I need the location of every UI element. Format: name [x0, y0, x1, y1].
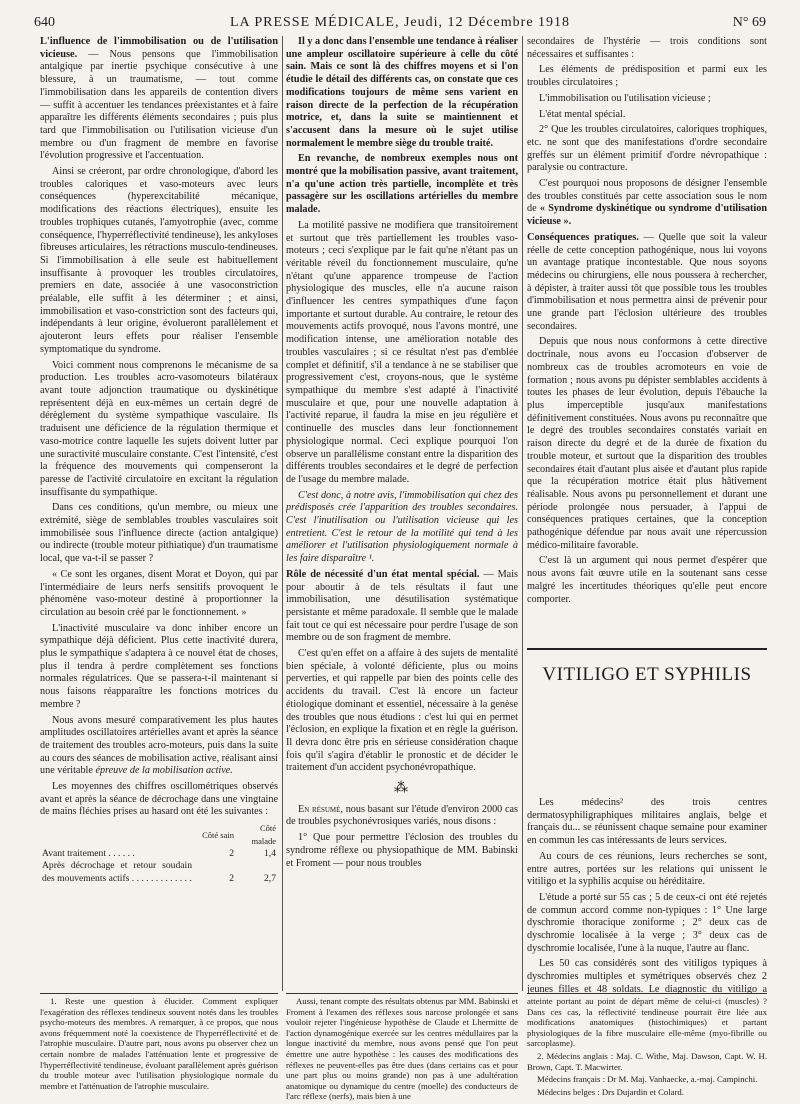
table-row: Après décrochage et retour soudain des mouvements actifs . . . . . . . . . . . . . 2 2,7 — [42, 860, 276, 884]
paragraph: secondaires de l'hystérie — trois conditions sont nécessaires et suffisantes : — [527, 36, 767, 60]
column-2 — [286, 36, 518, 991]
running-header — [34, 15, 766, 33]
paragraph: L'immobilisation ou l'utilisation vicieuse ; — [539, 92, 711, 104]
column-3 — [527, 36, 767, 676]
column-1 — [40, 36, 278, 991]
page-number: 640 — [34, 15, 55, 30]
paragraph: Les éléments de prédisposition et parmi eux les troubles circulatoires ; — [527, 64, 767, 89]
journal-title: LA PRESSE MÉDICALE, Jeudi, 12 Décembre 1918 — [229, 15, 571, 30]
paragraph: L'état mental spécial. — [539, 108, 626, 120]
paragraph: Les moyennes des chiffres oscillométriques observés avant et après la séance de décrochage dans une vingtaine de mains fléchies prises au hasard ont été les suivantes : — [40, 781, 278, 818]
section-title-immobilisation: L'influence de l'immobilisation ou de l'utilisation vicieuse. — [40, 36, 278, 60]
quote-paragraph: « Ce sont les organes, disent Morat et Doyon, qui par l'intermédiaire de leurs nerfs sensitifs provoquent le phénomène vaso-moteur destiné à proportionner la circulation au besoin créé par le fonctionnement. » — [40, 568, 278, 618]
oscillometric-table — [40, 822, 278, 886]
paragraph: Ainsi se créeront, par ordre chronologique, d'abord les troubles caloriques et vaso-moteurs avec leurs conséquences (hyperexcitabilité mécanique, modifications des réactions électriques), ensuite les troubles trophiques cutanés, l'amyotrophie (avec, comme conséquence, l'hyperréflectivité tendineuse), les ankyloses fibreuses articulaires, les rétractions musculo-tendineuses. Si l'immobilisation à elle seule est habituellement insuffisante à provoquer les troubles circulatoires, premiers en date, associée à une vasoconstriction préalable, elle suffit à les déterminer ; et ainsi, immobilisation et vaso-constriction sont des facteurs qui, indépendants à leur origine, évolueront parallèlement et ajouteront leurs effets pour réaliser l'ensemble symptomatique du syndrome. — [40, 166, 278, 355]
paragraph: Voici comment nous comprenons le mécanisme de sa production. Les troubles acro-vasomoteurs bilatéraux avant toute adjonction traumatique ou dyskinétique représentent déjà en eux-mêmes un certain degré de dérèglement du système sympathique vasculaire. Ils traduisent une déficience de la régulation thermique et vaso-motrice contre laquelle les sujets doivent lutter par une suractivité musculaire constante. C'est l'intensité, c'est la fréquence des mouvements qui compenseront la paresse de l'activité circulatoire en excitant la régulation insuffisante du sympathique. — [40, 359, 278, 498]
paragraph: Depuis que nous nous conformons à cette directive doctrinale, nous avons eu l'occasion d'observer de nombreux cas de troubles acromoteurs en voie de formation ; nous avons pu dépister semblables accidents à toutes les phases de leur évolution, depuis l'ébauche la plus imperceptible jusqu'aux manifestations définitivement constituées. Nous avons pu reconnaître que le degré des troubles secondaires constatés variait en raison directe du degré et de la durée de fixation du trouble moteur, et surtout que la disparition des troubles secondaires était d'autant plus aisée et d'autant plus rapide que la récupération motrice était plus hâtivement réalisable. Nous avons pu personnellement et durant une période prolongée nous persuader, à l'appui de conséquences pratiques certaines, que la conception pathogénique défendue par nous avait une répercussion médico-militaire favorable. — [527, 336, 767, 551]
footnote-rule — [527, 993, 767, 994]
table-header: Côté malade — [251, 823, 276, 846]
paragraph: Conséquences pratiques. — Quelle que soit la valeur réelle de cette conception pathogénique, nous lui voyons un avantage pratique incontestable. Que nous soyons médecins ou chirurgiens, elle nous poussera à rechercher, à dépister, à traiter aussi tôt que possible tous les troubles d'immobilisation et nous permettra ainsi de prévenir pour une grande part l'éclosion ultérieure des troubles secondaires. — [527, 231, 767, 332]
paragraph: C'est là un argument qui nous permet d'espérer que nous avons fait œuvre utile en la soutenant sans cesse malgré les incertitudes théoriques qu'elle peut encore comporter. — [527, 555, 767, 605]
section-title-consequences: Conséquences pratiques. — [527, 231, 639, 243]
footnote-col1: 1. Reste une question à élucider. Comment expliquer l'exagération des réflexes tendineux souvent notés dans les troubles psycho-moteurs des membres. A remarquer, à ce propos, que nous avons fréquemment noté la coexistence de l'hyperréflectivité et de l'atrophie musculaire. D'autre part, nous avons pu observer chez un certain nombre de malades l'atténuation lente et progressive de l'hyperréflectivité tendineuse, évoluant parallèlement après guérison du trouble moteur avec l'utilisation physiologique normale du membre et l'atténuation de l'atrophie musculaire. — [40, 996, 278, 1091]
paragraph: C'est pourquoi nous proposons de désigner l'ensemble des troubles constitués par cette association sous le nom de « Syndrome dyskinétique ou syndrome d'utilisation vicieuse ». — [527, 178, 767, 228]
article-title: VITILIGO ET SYPHILIS — [542, 664, 752, 685]
article-heading-box — [527, 646, 767, 702]
paragraph: Les médecins² des trois centres dermatosyphiligraphiques militaires anglais, belge et français du... se réunissent chaque semaine pour examiner en commun les cas intéressants de leurs services. — [527, 797, 767, 847]
paragraph: C'est donc, à notre avis, l'immobilisation qui chez des prédisposés crée l'apparition des troubles secondaires. C'est l'inutilisation ou l'utilisation vicieuse qui les entretient. C'est le retour de la motilité qui tend à les améliorer et l'utilisation physiologiquement normale à les faire disparaître ¹. — [286, 489, 518, 565]
footnote-rule — [40, 993, 278, 994]
paragraph: L'étude a porté sur 55 cas ; 5 de ceux-ci ont été rejetés de commun accord comme non-typiques : 1° Une large dyschromie thoracique zoniforme ; 2° deux cas de dyschromie localisée à la verge ; 3° deux cas de dyschromie localisée, l'une à la nuque, l'autre au flanc. — [527, 891, 767, 954]
paragraph: La motilité passive ne modifiera que transitoirement et surtout que très partiellement les troubles vaso-moteurs ; ceci s'explique par le fait qu'ne n'étant pas un véritable réveil du fonctionnement musculaire, qu'ne n'étant qu'une apparence trompeuse de l'action physiologique des muscles, elle n'a aucune raison d'influencer les centres sympathiques d'une façon importante et surtout durable. Au contraire, le retour des mouvements actifs provoqué, nous l'avons montré, une modification intense, une amélioration notable des troubles vasculaires ; si ce résultat n'est pas d'emblée complet et définitif, s'il a tendance à ne se stabiliser que progressivement c'est, croyons-nous, que le système sympathique du membre s'est adapté à l'inactivité musculaire et que, pour une nouvelle adaptation à l'activité reparue, il faudra la mise en jeu régulière et continuelle des muscles dans leur fonctionnement physiologique normal. Ceci explique pourquoi l'on observe un parallélisme constant entre la disparition des différents troubles secondaires et le degré de perfection de l'usage du membre malade. — [286, 219, 518, 485]
paragraph: Dans ces conditions, qu'un membre, ou mieux une extrémité, siège de semblables troubles vasculaires soit immobilisée sous l'influence directe (action antalgique) ou indirecte (trouble moteur pithiatique) d'un traumatisme local, que va-t-il se passer ? — [40, 502, 278, 565]
paragraph: En revanche, de nombreux exemples nous ont montré que la mobilisation passive, avant traitement, n'a qu'une action très partielle, incomplète et très passagère sur les oscillations artérielles du membre malade. — [286, 153, 518, 216]
paragraph: Rôle de nécessité d'un état mental spécial. — Mais pour aboutir à de tels résultats il faut une immobilisation, une désutilisation systématique persistante et même paradoxale. Il semble que le malade fait tout ce qui est nécessaire pour perdre l'usage de son membre ou de son fragment de membre. — [286, 568, 518, 644]
paragraph: Il y a donc dans l'ensemble une tendance à réaliser une ampleur oscillatoire supérieure à celle du côté sain. Mais ce sont là des chiffres moyens et si l'on étudie le détail des différents cas, on constate que ces modifications toujours de même sens varient en raison directe de la perfection de la récupération motrice, et, dans la suite se maintiennent et s'accusent dans la mesure où le sujet utilise normalement le membre siège du trouble traité. — [286, 36, 518, 149]
issue-number: N° 69 — [732, 15, 766, 30]
footnote-col2: Aussi, tenant compte des résultats obtenus par MM. Babinski et Froment à l'examen des réflexes sous narcose prolongée et sans vouloir rejeter l'ingénieuse hypothèse de Claude et Lhermitte de l'action dynamogénique exercée sur les centres médullaires par la longue inactivité du membre, nous avons pensé que l'on peut émettre une autre hypothèse : les causes des modifications des réflexes ne peuvent-elles pas être dues (dans certains cas et pour une part plus ou moins grande) non pas à une adultération anatomique ou dynamique du centre (moelle) des conducteurs de l'arc réflexe (nerfs), mais bien à une — [286, 996, 518, 1102]
paragraph: L'inactivité musculaire va donc inhiber encore un sympathique déjà déficient. Plus cette inactivité durera, plus le sympathique s'adaptera à ce nouvel état de choses, plus il tendra à perdre complètement ses fonctions normales régulatrices. Que se passera-t-il maintenant si nous faisons réapparaître les fonctions motrices du membre ? — [40, 622, 278, 710]
table-row: Avant traitement . . . . . . 2 1,4 — [42, 847, 276, 859]
paragraph: 1° Que pour permettre l'éclosion des troubles du syndrome réflexe ou physiopathique de MM. Babinski et Froment — pour nous troubles — [286, 832, 518, 869]
column-rule-2 — [522, 36, 523, 991]
paragraph: C'est qu'en effet on a affaire à des sujets de mentalité bien spéciale, à volonté déficiente, plus ou moins perverties, et qui rappelle par bien des points celle des accidents du travail. C'est là encore un facteur étiologique dominant et essentiel, nécessaire à la genèse des troubles que nous étudions : c'est lui qui en permet l'éclosion, en explique la fixation et en règle la guérison. Il devra donc être pris en sérieuse considération chaque fois qu'il s'agira d'établir le pronostic et de décider le traitement d'un accident psychonévropathique. — [286, 648, 518, 774]
section-title-mental-state: Rôle de nécessité d'un état mental spécial. — [286, 568, 480, 580]
article-vitiligo — [527, 797, 767, 993]
footnote-col3: atteinte portant au point de départ même de celui-ci (muscles) ? Dans ces cas, la réflectivité tendineuse pourrait être liée aux modifications anatomiques (histochimiques) et partant physiologiques de la fibre musculaire elle-même (myo-fibrille ou sarcoplasme). 2. Médecins anglais : Maj. C. Withe, Maj. Dawson, Capt. W. H. Brown, Capt. T. Macwirter. Médecins français : Dr M. Maj. Vanhaecke, a.-maj. Campinchi. Médecins belges : Drs Dujardin et Colard. — [527, 996, 767, 1097]
footnote-rule — [286, 993, 518, 994]
section-separator: ⁂ — [394, 781, 410, 797]
table-header: Côté sain — [202, 829, 234, 840]
paragraph: 2° Que les troubles circulatoires, caloriques trophiques, etc. ne sont que des manifestations d'ordre secondaire greffés sur un élément primitif d'ordre névropathique : paralysie ou contracture. — [527, 124, 767, 174]
paragraph: En résumé, nous basant sur l'étude d'environ 2000 cas de troubles psychonévrosiques variés, nous disons : — [286, 803, 518, 828]
paragraph: Les 50 cas considérés sont des vitiligos typiques à dyschromies multiples et symétriques observés chez 2 jeunes filles et 48 soldats. Le diagnostic du vitiligo a — [527, 958, 767, 993]
paragraph: L'influence de l'immobilisation ou de l'utilisation vicieuse. — Nous pensons que l'immobilisation antalgique par inertie psychique consécutive à une blessure, à un traumatisme, — tout comme l'immobilisation dans les appareils de contention divers — suffit à accentuer les tendances préexistantes et à faire apparaître les différents éléments secondaires ; puis plus tard que l'immobilisation ou l'utilisation vicieuse d'un membre ou d'un fragment de membre en favorise l'évolution progressive et l'accentuation. — [40, 36, 278, 162]
column-rule-1 — [282, 36, 283, 991]
heading-rule — [527, 648, 767, 650]
paragraph: Nous avons mesuré comparativement les plus hautes amplitudes oscillatoires artérielles avant et après la séance de traitement des troubles acro-moteurs, puis dans la suite au cours des séances de mobilisation active, réalisant ainsi une véritable épreuve de la mobilisation active. — [40, 714, 278, 777]
paragraph: Au cours de ces réunions, leurs recherches se sont, entre autres, portées sur les relations qui unissent le vitiligo et la syphilis acquise ou héréditaire. — [527, 850, 767, 888]
